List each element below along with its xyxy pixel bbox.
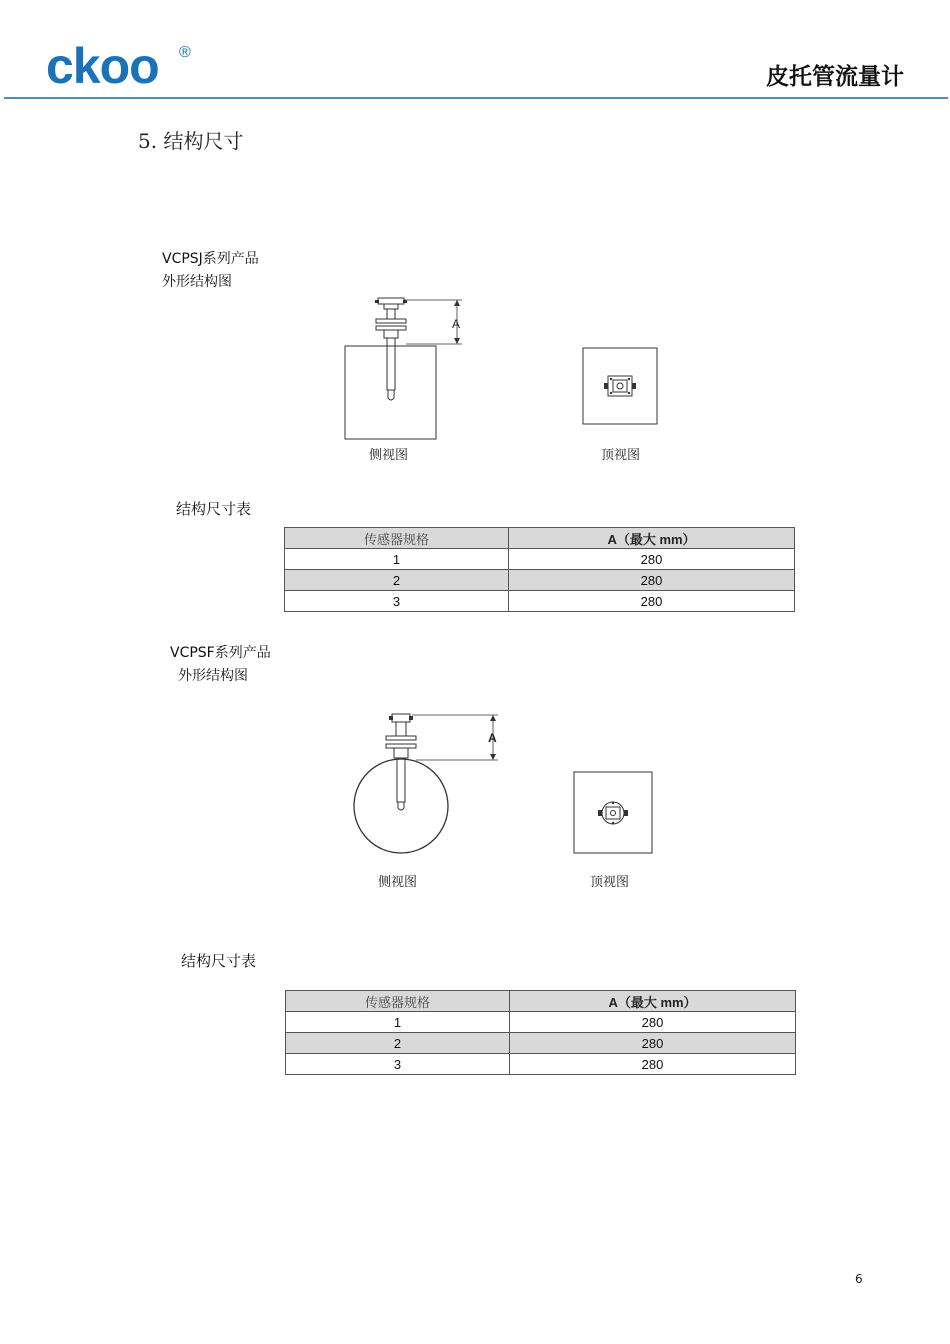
document-title: 皮托管流量计: [766, 64, 904, 90]
table-header-spec: 传感器规格: [286, 991, 510, 1012]
series-j-name: VCPSJ系列产品: [162, 251, 259, 267]
page-number: 6: [855, 1272, 863, 1286]
series-f-dimension-table: [285, 990, 796, 1075]
series-f-side-caption: 侧视图: [378, 875, 418, 890]
table-cell-spec: 2: [286, 1033, 510, 1054]
table-header-a: A（最大 mm）: [510, 991, 796, 1012]
series-f-table-title: 结构尺寸表: [181, 952, 257, 970]
series-f-name: VCPSF系列产品: [170, 645, 271, 661]
series-j-table-title: 结构尺寸表: [176, 500, 252, 518]
table-row: [285, 549, 795, 570]
series-j-side-caption: 侧视图: [369, 448, 409, 463]
series-j-top-caption: 顶视图: [601, 448, 641, 463]
series-f-dim-label: A: [488, 731, 497, 745]
series-j-dimension-table: [284, 527, 795, 612]
table-cell-spec: 3: [285, 591, 509, 612]
series-j-subtitle: 外形结构图: [162, 274, 232, 290]
table-cell-a: 280: [509, 591, 795, 612]
table-cell-spec: 3: [286, 1054, 510, 1075]
table-row: [285, 591, 795, 612]
brand-logo: ckoo: [46, 38, 159, 94]
table-row: [286, 1054, 796, 1075]
table-cell-a: 280: [510, 1054, 796, 1075]
series-j-top-view-drawing: [582, 347, 658, 425]
table-cell-a: 280: [509, 570, 795, 591]
series-j-dim-label: A: [452, 317, 461, 331]
table-cell-spec: 1: [285, 549, 509, 570]
table-cell-a: 280: [509, 549, 795, 570]
series-f-subtitle: 外形结构图: [178, 668, 248, 684]
table-header-spec: 传感器规格: [285, 528, 509, 549]
table-row: [286, 1033, 796, 1054]
table-row: [286, 1012, 796, 1033]
header-rule: [4, 97, 948, 99]
series-f-top-caption: 顶视图: [590, 875, 630, 890]
section-title: 5. 结构尺寸: [138, 129, 244, 153]
registered-mark: ®: [179, 44, 191, 61]
table-cell-a: 280: [510, 1033, 796, 1054]
table-cell-spec: 2: [285, 570, 509, 591]
series-j-side-view-drawing: [340, 292, 470, 444]
table-cell-a: 280: [510, 1012, 796, 1033]
table-header-a: A（最大 mm）: [509, 528, 795, 549]
table-cell-spec: 1: [286, 1012, 510, 1033]
table-row: [285, 570, 795, 591]
series-f-top-view-drawing: [573, 771, 653, 854]
series-f-side-view-drawing: [348, 708, 503, 868]
